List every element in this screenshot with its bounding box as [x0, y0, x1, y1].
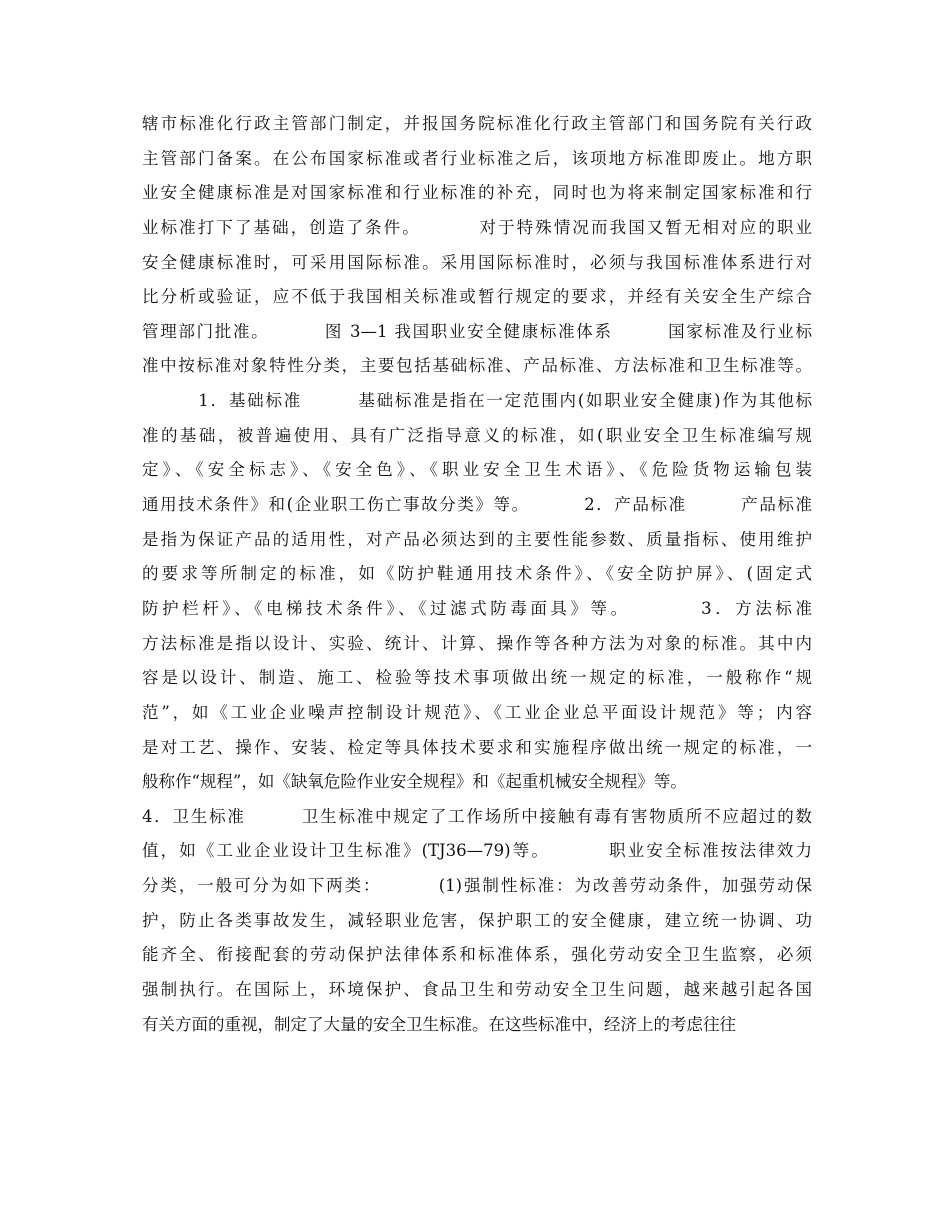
text-line: 准中按标准对象特性分类，主要包括基础标准、产品标准、方法标准和卫生标准等。	[142, 356, 812, 376]
text-line: 能齐全、衔接配套的劳动保护法律体系和标准体系，强化劳动安全卫生监察，必须	[142, 945, 812, 965]
text-line: 辖市标准化行政主管部门制定，并报国务院标准化行政主管部门和国务院有关行政	[142, 114, 812, 133]
text-line: 1．基础标准 基础标准是指在一定范围内(如职业安全健康)作为其他标	[142, 391, 812, 411]
document-body	[142, 107, 812, 1042]
text-line: 4．卫生标准 卫生标准中规定了工作场所中接触有毒有害物质所不应超过的数	[142, 806, 812, 826]
text-line: 值，如《工业企业设计卫生标准》(TJ36—79)等。 职业安全标准按法律效力	[142, 841, 812, 861]
text-line: 是对工艺、操作、安装、检定等具体技术要求和实施程序做出统一规定的标准，一	[142, 737, 812, 757]
text-line: 护，防止各类事故发生，减轻职业危害，保护职工的安全健康，建立统一协调、功	[142, 910, 812, 930]
text-line: 强制执行。在国际上，环境保护、食品卫生和劳动安全卫生问题，越来越引起各国	[142, 980, 812, 1000]
text-line: 通用技术条件》和(企业职工伤亡事故分类》等。 2．产品标准 产品标准	[142, 495, 812, 515]
text-line: 般称作“规程”，如《缺氧危险作业安全规程》和《起重机械安全规程》等。	[142, 772, 687, 792]
text-line: 安全健康标准时，可采用国际标准。采用国际标准时，必须与我国标准体系进行对	[142, 252, 812, 272]
text-line: 容是以设计、制造、施工、检验等技术事项做出统一规定的标准，一般称作“规	[142, 668, 812, 688]
text-line: 准的基础，被普遍使用、具有广泛指导意义的标准，如(职业安全卫生标准编写规	[142, 425, 812, 445]
text-line: 防护栏杆》、《电梯技术条件》、《过滤式防毒面具》等。 3．方法标准	[142, 598, 812, 618]
text-line: 有关方面的重视，制定了大量的安全卫生标准。在这些标准中，经济上的考虑往往	[142, 1014, 736, 1034]
text-line: 业安全健康标准是对国家标准和行业标准的补充，同时也为将来制定国家标准和行	[142, 183, 812, 203]
text-line: 定》、《安全标志》、《安全色》、《职业安全卫生术语》、《危险货物运输包装	[142, 460, 812, 480]
text-line: 比分析或验证，应不低于我国相关标准或暂行规定的要求，并经有关安全生产综合	[142, 287, 812, 307]
text-line: 主管部门备案。在公布国家标准或者行业标准之后，该项地方标准即废止。地方职	[142, 148, 812, 168]
text-line: 方法标准是指以设计、实验、统计、计算、操作等各种方法为对象的标准。其中内	[142, 633, 812, 653]
text-line: 管理部门批准。 图 3—1 我国职业安全健康标准体系 国家标准及行业标	[142, 321, 812, 341]
text-line: 业标准打下了基础，创造了条件。 对于特殊情况而我国又暂无相对应的职业	[142, 217, 812, 237]
text-line: 是指为保证产品的适用性，对产品必须达到的主要性能参数、质量指标、使用维护	[142, 529, 812, 549]
text-line: 范”，如《工业企业噪声控制设计规范》、《工业企业总平面设计规范》等；内容	[142, 702, 812, 722]
text-line: 的要求等所制定的标准，如《防护鞋通用技术条件》、《安全防护屏》、(固定式	[142, 564, 812, 584]
text-line: 分类，一般可分为如下两类： (1)强制性标准：为改善劳动条件，加强劳动保	[142, 876, 812, 896]
